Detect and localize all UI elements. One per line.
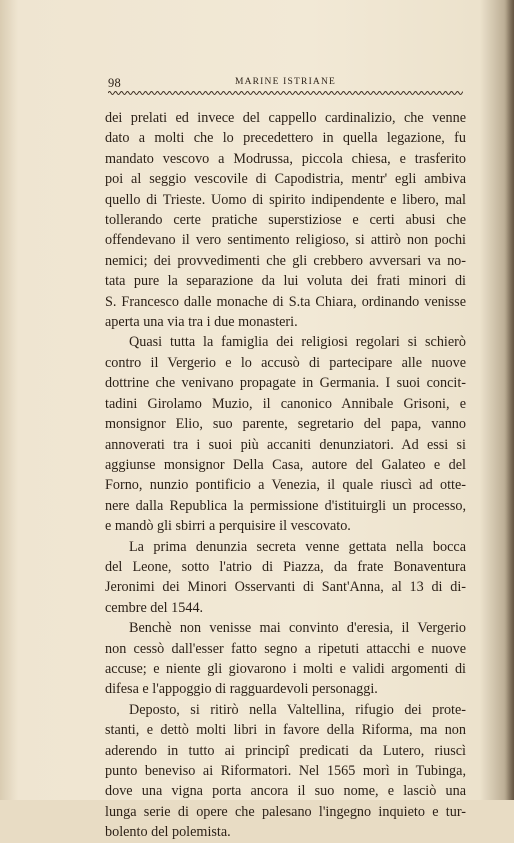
text-line: tata pure la separazione da lui voluta dei frati minori di [105, 273, 466, 290]
text-line: tollerando certe pratiche superstiziose e certi abusi che [105, 212, 466, 229]
text-line: Forno, nunzio pontificio a Venezia, il quale riuscì ad otte- [105, 477, 466, 494]
text-line: nere dalla Republica la permissione d'istituirgli un processo, [105, 497, 466, 514]
text-line: nemici; dei provvedimenti che gli crebbero avversari va no- [105, 252, 466, 269]
paragraph [105, 537, 466, 619]
text-line: aderendo in tutto ai principî predicati da Lutero, riuscì [105, 742, 466, 759]
text-line: dato a molti che lo precedettero in quella legazione, fu [105, 130, 466, 147]
text-line: S. Francesco dalle monache di S.ta Chiara, ordinando venisse [105, 293, 466, 310]
text-line: accuse; e niente gli giovarono i molti e validi argomenti di [105, 660, 466, 677]
wavy-rule-ornament [108, 89, 463, 97]
text-line: dove una vigna porta ancora il suo nome, e lasciò una [105, 783, 466, 800]
text-line: contro il Vergerio e lo accusò di partecipare alle nuove [105, 354, 466, 371]
body-text [105, 108, 466, 843]
text-line: Jeronimi dei Minori Osservanti di Sant'Anna, al 13 di di- [105, 579, 466, 596]
page-edge-shadow [504, 0, 514, 800]
text-line: monsignor Elio, suo parente, segretario del papa, vanno [105, 416, 466, 433]
text-line: dei prelati ed invece del cappello cardinalizio, che venne [105, 110, 466, 126]
paragraph [105, 332, 466, 536]
text-line: offendevano il vero sentimento religioso, si attirò non pochi [105, 232, 466, 249]
text-line: dottrine che venivano propagate in Germania. I suoi concit- [105, 375, 466, 392]
text-line: annoverati tra i suoi più accaniti denunziatori. Ad essi si [105, 436, 466, 453]
paragraph [105, 618, 466, 700]
text-line: cembre del 1544. [105, 599, 204, 616]
text-line: aggiunse monsignor Della Casa, autore del Galateo e del [105, 456, 466, 473]
text-line: bolento del polemista. [105, 824, 231, 841]
text-line: punto beneviso ai Riformatori. Nel 1565 morì in Tubinga, [105, 763, 466, 779]
running-title: MARINE ISTRIANE [234, 77, 337, 87]
text-line: stanti, e dettò molti libri in favore della Riforma, ma non [105, 722, 466, 739]
text-line: Quasi tutta la famiglia dei religiosi regolari si schierò [129, 334, 466, 351]
paragraph [105, 108, 466, 332]
page-number: 98 [108, 76, 122, 90]
text-line: La prima denunzia secreta venne gettata nella bocca [129, 538, 466, 555]
text-line: e mandò gli sbirri a perquisire il vescovato. [105, 518, 351, 535]
text-line: tadini Girolamo Muzio, il canonico Annibale Grisoni, e [105, 395, 466, 412]
text-line: aperta una via tra i due monasteri. [105, 314, 298, 331]
text-line: lunga serie di opere che palesano l'ingegno inquieto e tur- [105, 803, 466, 820]
page-header [108, 76, 463, 96]
text-line: non cessò dall'esser fatto segno a ripetuti attacchi e nuove [105, 640, 466, 657]
text-line: difesa e l'appoggio di ragguardevoli personaggi. [105, 681, 378, 698]
text-line: poi al seggio vescovile di Capodistria, mentr' egli ambiva [105, 171, 466, 188]
text-line: del Leone, sotto l'atrio di Piazza, da frate Bonaventura [105, 558, 466, 575]
text-line: Deposto, si ritirò nella Valtellina, rifugio dei prote- [129, 701, 466, 718]
text-line: Benchè non venisse mai convinto d'eresia, il Vergerio [129, 620, 466, 637]
text-line: quello di Trieste. Uomo di spirito indipendente e libero, mal [105, 191, 466, 208]
paragraph [105, 700, 466, 843]
text-line: mandato vescovo a Modrussa, piccola chiesa, e trasferito [105, 150, 466, 167]
